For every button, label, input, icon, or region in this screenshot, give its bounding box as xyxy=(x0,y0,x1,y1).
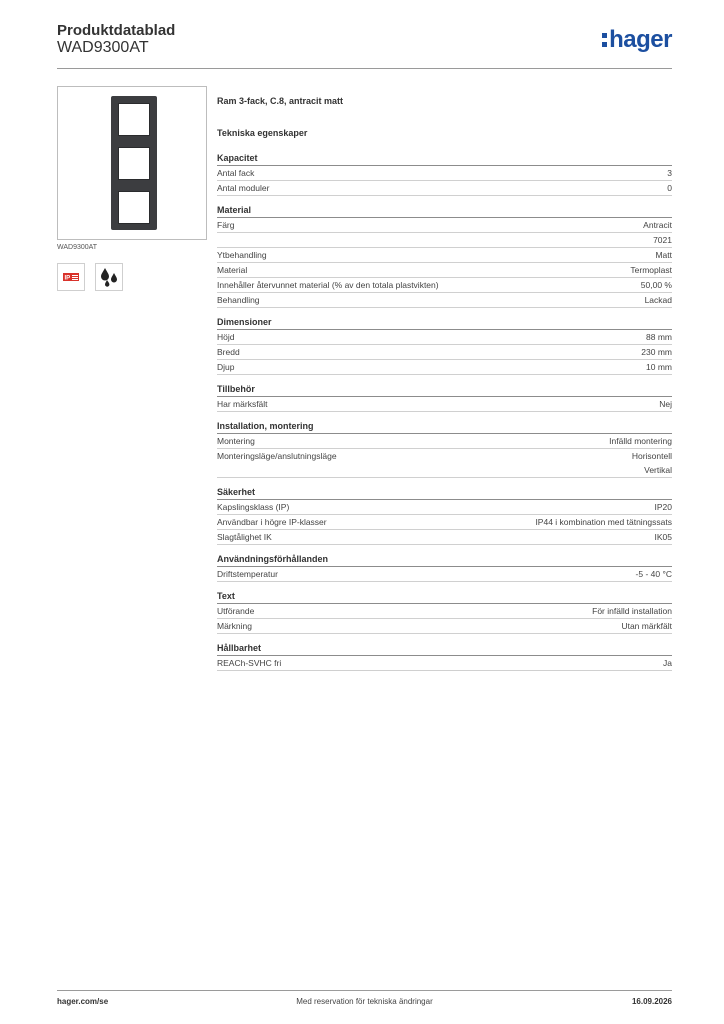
spec-row xyxy=(217,604,672,619)
spec-value: 88 mm xyxy=(646,332,672,342)
logo-text: hager xyxy=(609,26,672,53)
spec-label: Material xyxy=(217,265,248,275)
spec-value: Termoplast xyxy=(630,265,672,275)
spec-label: Användbar i högre IP-klasser xyxy=(217,517,327,527)
footer-disclaimer: Med reservation för tekniska ändringar xyxy=(296,997,433,1006)
spec-row xyxy=(217,656,672,671)
spec-value: IK05 xyxy=(654,532,672,542)
spec-section-sustainability xyxy=(217,642,672,671)
spec-label: Antal fack xyxy=(217,168,255,178)
spec-value: IP44 i kombination med tätningssats xyxy=(535,517,672,527)
spec-row xyxy=(217,330,672,345)
header-divider xyxy=(57,68,672,69)
spec-section-accessories xyxy=(217,383,672,412)
footer-date: 16.09.2026 xyxy=(631,997,672,1006)
spec-section-usage-conditions xyxy=(217,553,672,582)
spec-label: Behandling xyxy=(217,295,260,305)
spec-value: IP20 xyxy=(654,502,672,512)
spec-row xyxy=(217,567,672,582)
spec-label: Har märksfält xyxy=(217,399,268,409)
product-image xyxy=(57,86,207,240)
section-title: Säkerhet xyxy=(217,486,672,500)
spec-row xyxy=(217,166,672,181)
spec-row xyxy=(217,263,672,278)
frame-illustration xyxy=(111,96,157,230)
spec-label: Utförande xyxy=(217,606,255,616)
spec-row xyxy=(217,397,672,412)
section-title: Material xyxy=(217,204,672,218)
spec-value-multi xyxy=(632,449,672,477)
spec-value: Antracit xyxy=(643,220,672,230)
section-title: Användningsförhållanden xyxy=(217,553,672,567)
hager-logo xyxy=(602,26,672,54)
spec-label: Antal moduler xyxy=(217,183,270,193)
spec-value: Nej xyxy=(659,399,672,409)
spec-value: För infälld installation xyxy=(592,606,672,616)
spec-label: Bredd xyxy=(217,347,240,357)
section-title: Tillbehör xyxy=(217,383,672,397)
spec-row xyxy=(217,181,672,196)
spec-row xyxy=(217,360,672,375)
spec-label: Djup xyxy=(217,362,235,372)
spec-value: 0 xyxy=(667,183,672,193)
spec-content xyxy=(217,96,672,679)
spec-value: 50,00 % xyxy=(640,280,672,290)
spec-row xyxy=(217,233,672,248)
spec-label: REACh-SVHC fri xyxy=(217,658,282,668)
spec-label: Driftstemperatur xyxy=(217,569,278,579)
spec-row xyxy=(217,248,672,263)
spec-label: Kapslingsklass (IP) xyxy=(217,502,290,512)
tech-properties-heading: Tekniska egenskaper xyxy=(217,128,308,138)
spec-row xyxy=(217,218,672,233)
spec-value: 3 xyxy=(667,168,672,178)
spec-value: Horisontell xyxy=(631,451,672,461)
spec-label: Montering xyxy=(217,436,255,446)
spec-value: 7021 xyxy=(653,235,672,245)
spec-value: 230 mm xyxy=(641,347,672,357)
ip-badge-text: IP xyxy=(64,275,71,282)
section-title: Dimensioner xyxy=(217,316,672,330)
spec-value: Utan märkfält xyxy=(621,621,672,631)
spec-section-capacity xyxy=(217,152,672,196)
product-image-caption: WAD9300AT xyxy=(57,244,98,251)
spec-label: Höjd xyxy=(217,332,235,342)
spec-value: 10 mm xyxy=(646,362,672,372)
spec-value: Vertikal xyxy=(644,465,672,475)
product-code: WAD9300AT xyxy=(57,39,149,56)
frame-slot xyxy=(118,191,150,224)
spec-label: Innehåller återvunnet material (% av den totala plastvikten) xyxy=(217,280,439,290)
spec-row xyxy=(217,515,672,530)
spec-section-safety xyxy=(217,486,672,545)
spec-row xyxy=(217,449,672,478)
spec-label: Märkning xyxy=(217,621,252,631)
spec-row xyxy=(217,434,672,449)
ip-rating-icon xyxy=(57,263,85,291)
document-title: Produktdatablad xyxy=(57,22,176,39)
spec-value: Infälld montering xyxy=(609,436,672,446)
section-title: Installation, montering xyxy=(217,420,672,434)
frame-slot xyxy=(118,147,150,180)
section-title: Text xyxy=(217,590,672,604)
spec-value: Ja xyxy=(663,658,672,668)
spec-label: Ytbehandling xyxy=(217,250,267,260)
spec-value: -5 - 40 °C xyxy=(635,569,672,579)
footer-website-link[interactable]: hager.com/se xyxy=(57,997,109,1006)
spec-row xyxy=(217,500,672,515)
water-drops-icon xyxy=(95,263,123,291)
spec-label: Färg xyxy=(217,220,235,230)
spec-row xyxy=(217,530,672,545)
document-header xyxy=(57,22,672,70)
spec-section-material xyxy=(217,204,672,308)
spec-label: Monteringsläge/anslutningsläge xyxy=(217,451,337,461)
spec-section-text xyxy=(217,590,672,634)
spec-row xyxy=(217,619,672,634)
logo-dots-icon xyxy=(602,26,607,47)
spec-row xyxy=(217,278,672,293)
spec-value: Matt xyxy=(655,250,672,260)
frame-slot xyxy=(118,103,150,136)
spec-value: Lackad xyxy=(644,295,672,305)
spec-section-installation xyxy=(217,420,672,478)
spec-row xyxy=(217,293,672,308)
section-title: Hållbarhet xyxy=(217,642,672,656)
section-title: Kapacitet xyxy=(217,152,672,166)
spec-row xyxy=(217,345,672,360)
footer-divider xyxy=(57,990,672,991)
spec-section-dimensions xyxy=(217,316,672,375)
spec-label: Slagtålighet IK xyxy=(217,532,272,542)
product-name: Ram 3-fack, C.8, antracit matt xyxy=(217,96,344,106)
